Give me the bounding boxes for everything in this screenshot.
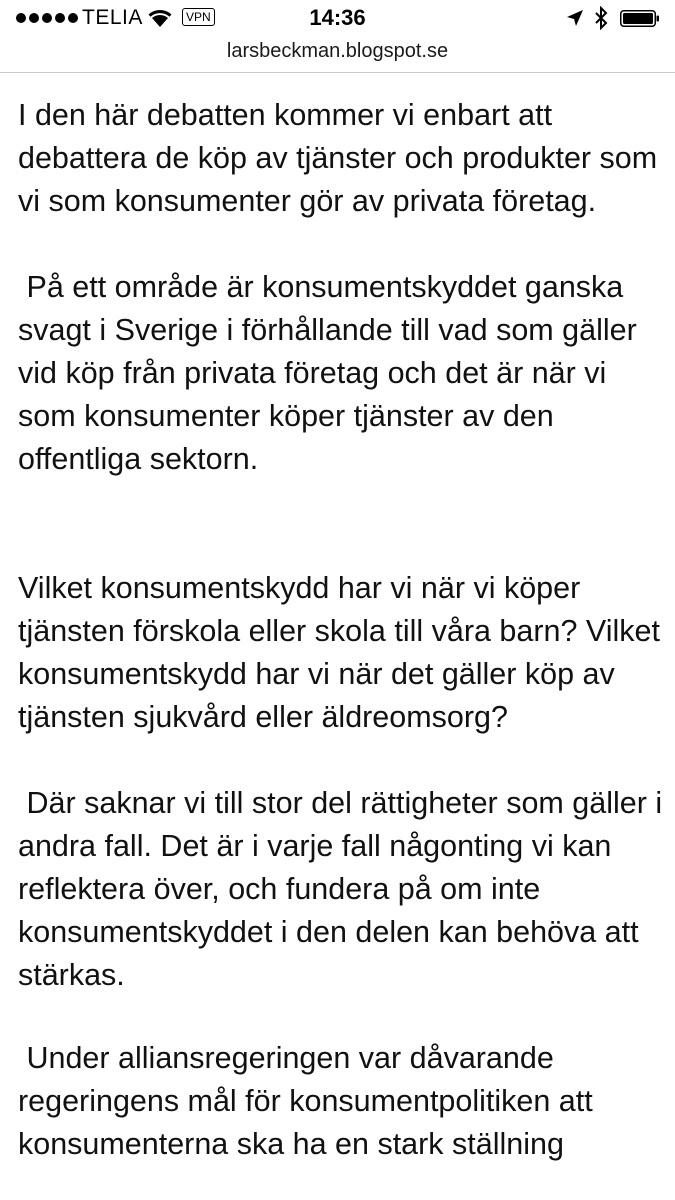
article-paragraph: I den här debatten kommer vi enbart att debattera de köp av tjänster och produkter som vi som konsumenter gör av privata företag.: [18, 98, 658, 218]
article-paragraph: Under alliansregeringen var dåvarande regeringens mål för konsumentpolitiken att konsumenterna ska ha en stark ställning: [18, 1041, 602, 1161]
address-bar[interactable]: larsbeckman.blogspot.se: [226, 40, 449, 62]
article-paragraph: Vilket konsumentskydd har vi när vi köper tjänsten förskola eller skola till våra barn? Vilket konsumentskydd har vi när det gäller köp av tjänsten sjukvård eller äldreomsorg?: [18, 571, 660, 734]
article-body: [18, 94, 671, 1166]
bluetooth-icon: [594, 6, 608, 30]
article-paragraph: Där saknar vi till stor del rättigheter som gäller i andra fall. Det är i varje fall någonting vi kan reflektera över, och fundera på om inte konsumentskyddet i den delen kan behöva att stärkas.: [18, 786, 671, 992]
location-arrow-icon: [566, 9, 584, 27]
article-paragraph: På ett område är konsumentskyddet ganska svagt i Sverige i förhållande till vad som gäller vid köp från privata företag och det är när vi som konsumenter köper tjänster av den offentliga sektorn.: [18, 270, 646, 476]
clock-time: 14:36: [309, 5, 366, 30]
status-bar: [0, 0, 675, 38]
carrier-name: TELIA: [82, 6, 143, 29]
vpn-badge: VPN: [182, 8, 215, 26]
battery-icon: [620, 10, 660, 27]
toolbar-divider: [0, 72, 675, 73]
